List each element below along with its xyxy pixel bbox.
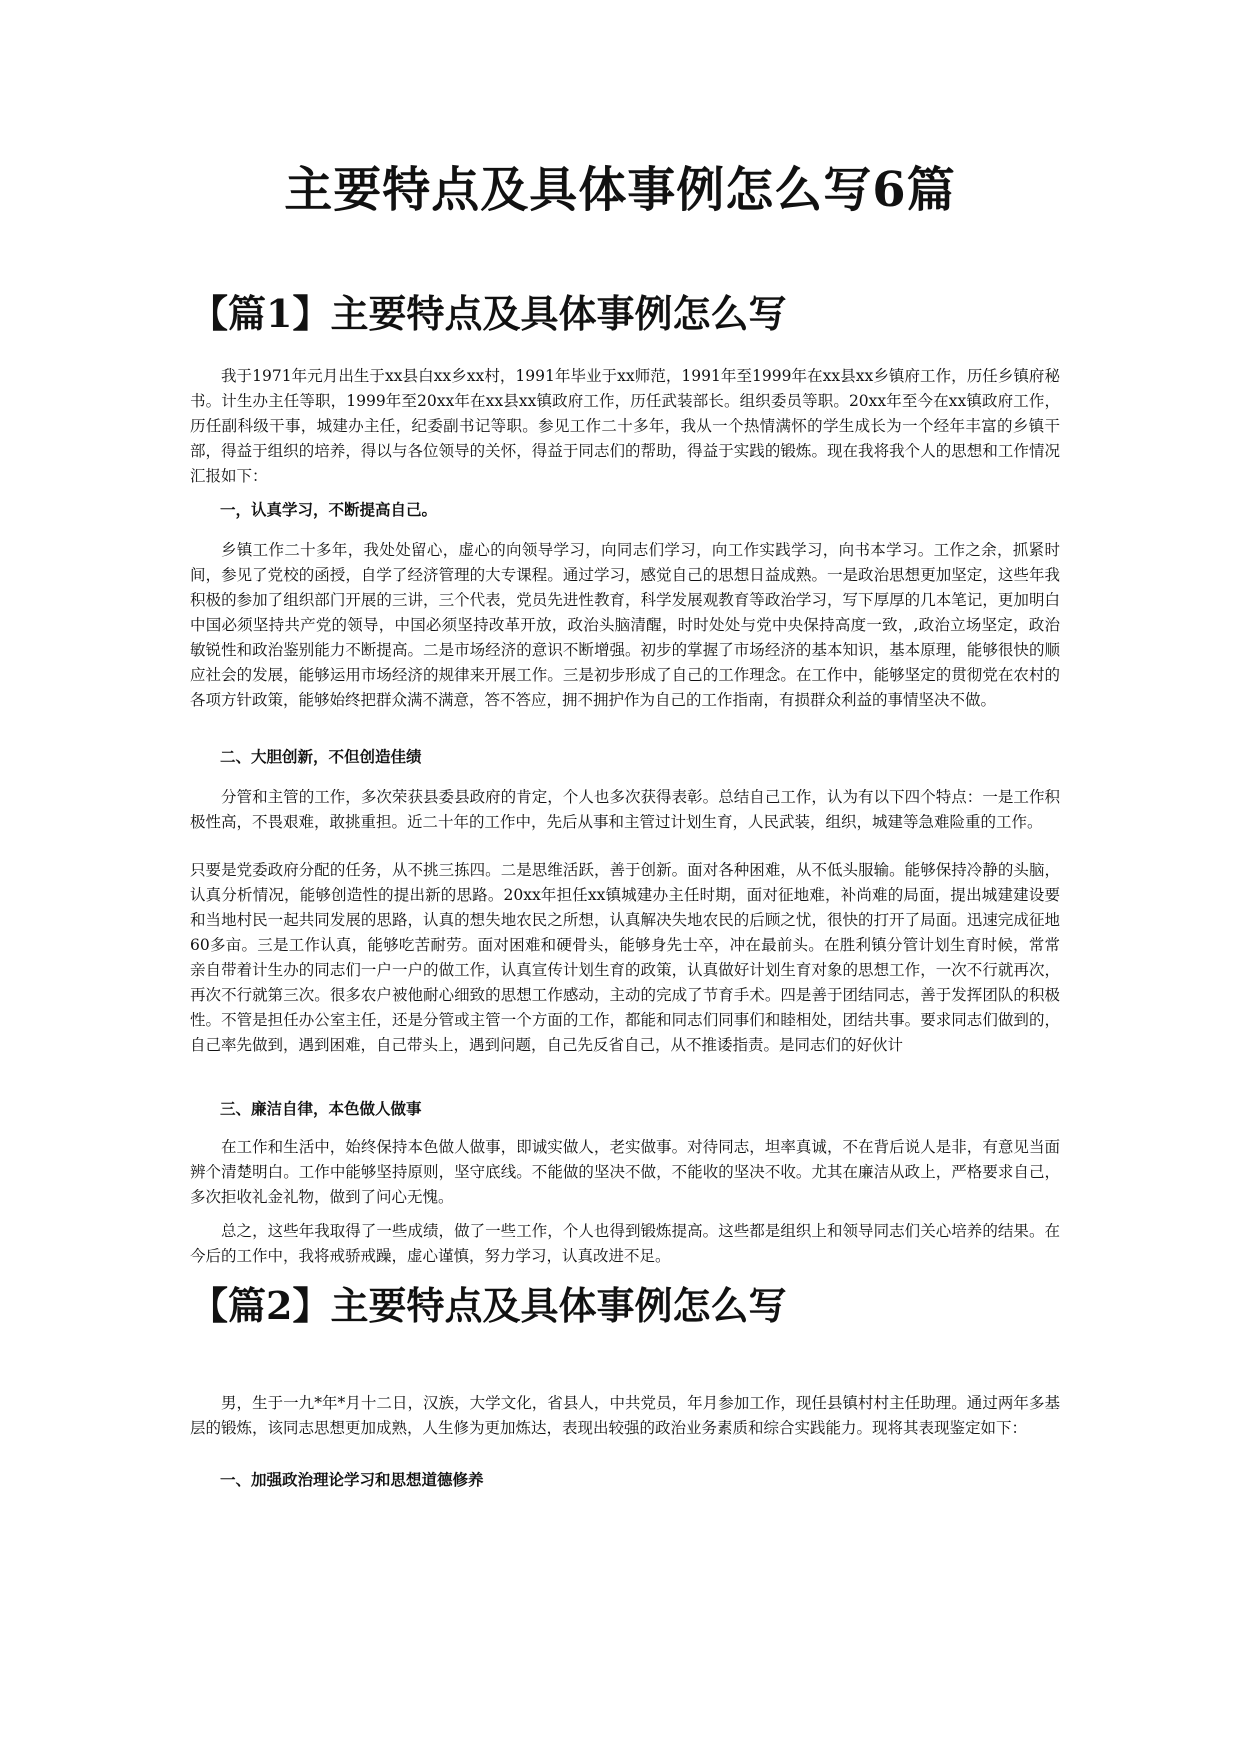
chapter-1-heading: 【篇1】主要特点及具体事例怎么写 <box>190 291 787 336</box>
chapter-1-intro: 我于1971年元月出生于xx县白xx乡xx村，1991年毕业于xx师范，1991年至1999年在xx县xx乡镇府工作，历任乡镇府秘书。计生办主任等职，1999年至20xx年在xx县xx镇政府工作，历任武装部长。组织委员等职。20xx年至今在xx镇政府工作，历任副科级干事，城建办主任，纪委副书记等职。参见工作二十多年，我从一个热情满怀的学生成长为一个经年丰富的乡镇干部，得益于组织的培养，得以与各位领导的关怀，得益于同志们的帮助，得益于实践的锻炼。现在我将我个人的思想和工作情况汇报如下： <box>190 367 1060 485</box>
chapter-1-section-2-heading: 二、大胆创新，不但创造佳绩 <box>220 748 422 766</box>
chapter-1-section-3-text: 在工作和生活中，始终保持本色做人做事，即诚实做人，老实做事。对待同志，坦率真诚，不在背后说人是非，有意见当面辨个清楚明白。工作中能够坚持原则，坚守底线。不能做的坚决不做，不能收的坚决不收。尤其在廉洁从政上，严格要求自己，多次拒收礼金礼物，做到了问心无愧。 <box>190 1138 1060 1206</box>
chapter-2-section-1-heading: 一、加强政治理论学习和思想道德修养 <box>220 1471 484 1489</box>
chapter-1-section-1-text: 乡镇工作二十多年，我处处留心，虚心的向领导学习，向同志们学习，向工作实践学习，向书本学习。工作之余，抓紧时间，参见了党校的函授，自学了经济管理的大专课程。通过学习，感觉自己的思想日益成熟。一是政治思想更加坚定，这些年我积极的参加了组织部门开展的三讲，三个代表，党员先进性教育，科学发展观教育等政治学习，写下厚厚的几本笔记，更加明白中国必须坚持共产党的领导，中国必须坚持改革开放，政治头脑清醒，时时处处与党中央保持高度一致，,政治立场坚定，政治敏锐性和政治鉴别能力不断提高。二是市场经济的意识不断增强。初步的掌握了市场经济的基本知识，基本原理，能够很快的顺应社会的发展，能够运用市场经济的规律来开展工作。三是初步形成了自己的工作理念。在工作中，能够坚定的贯彻党在农村的各项方针政策，能够始终把群众满不满意，答不答应，拥不拥护作为自己的工作指南，有损群众利益的事情坚决不做。 <box>190 541 1060 709</box>
chapter-1-section-3-heading: 三、廉洁自律，本色做人做事 <box>220 1100 422 1118</box>
chapter-2-heading: 【篇2】主要特点及具体事例怎么写 <box>190 1283 787 1328</box>
chapter-1-section-2-text-1: 分管和主管的工作，多次荣获县委县政府的肯定，个人也多次获得表彰。总结自己工作，认为有以下四个特点：一是工作积极性高，不畏艰难，敢挑重担。近二十年的工作中，先后从事和主管过计划生育，人民武装，组织，城建等急难险重的工作。 <box>190 788 1060 831</box>
chapter-1-section-1-heading: 一，认真学习，不断提高自己。 <box>220 501 438 519</box>
chapter-2-intro: 男，生于一九*年*月十二日，汉族，大学文化，省县人，中共党员，年月参加工作，现任县镇村村主任助理。通过两年多基层的锻炼，该同志思想更加成熟，人生修为更加炼达，表现出较强的政治业务素质和综合实践能力。现将其表现鉴定如下： <box>190 1394 1060 1437</box>
chapter-1-section-2-text-2: 只要是党委政府分配的任务，从不挑三拣四。二是思维活跃，善于创新。面对各种困难，从不低头服输。能够保持冷静的头脑，认真分析情况，能够创造性的提出新的思路。20xx年担任xx镇城建办主任时期，面对征地难，补尚难的局面，提出城建建设要和当地村民一起共同发展的思路，认真的想失地农民之所想，认真解决失地农民的后顾之忧，很快的打开了局面。迅速完成征地60多亩。三是工作认真，能够吃苦耐劳。面对困难和硬骨头，能够身先士卒，冲在最前头。在胜利镇分管计划生育时候，常常亲自带着计生办的同志们一户一户的做工作，认真宣传计划生育的政策，认真做好计划生育对象的思想工作，一次不行就再次，再次不行就第三次。很多农户被他耐心细致的思想工作感动，主动的完成了节育手术。四是善于团结同志，善于发挥团队的积极性。不管是担任办公室主任，还是分管或主管一个方面的工作，都能和同志们同事们和睦相处，团结共事。要求同志们做到的，自己率先做到，遇到困难，自己带头上，遇到问题，自己先反省自己，从不推诿指责。是同志们的好伙计 <box>190 861 1060 1054</box>
document-title: 主要特点及具体事例怎么写6篇 <box>284 162 956 218</box>
chapter-1-closing: 总之，这些年我取得了一些成绩，做了一些工作，个人也得到锻炼提高。这些都是组织上和领导同志们关心培养的结果。在今后的工作中，我将戒骄戒躁，虚心谨慎，努力学习，认真改进不足。 <box>190 1222 1060 1265</box>
